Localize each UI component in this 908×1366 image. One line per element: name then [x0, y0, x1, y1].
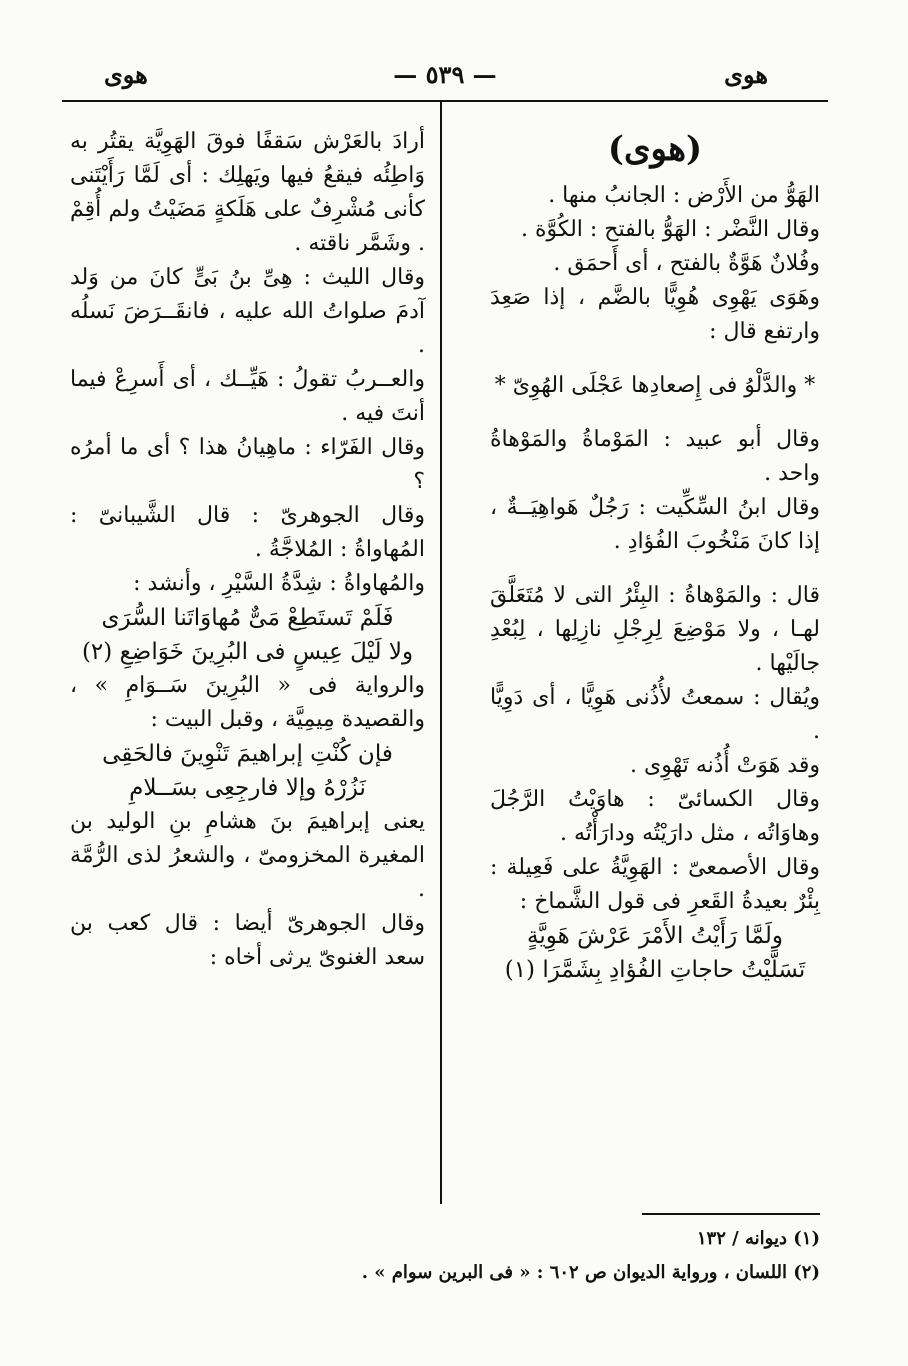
footnote: (٢) اللسان ، ورواية الديوان ص ٦٠٢ : « فى البرين سوام » .	[361, 1262, 820, 1283]
page-number: — ٥٣٩ —	[393, 60, 497, 89]
paragraph: وهَوَى يَهْوِى هُوِيًّا بالضَّم ، إذا صَعِدَ وارتفع قال :	[490, 285, 820, 344]
paragraph: وقال الجوهرىّ : قال الشَّيبانىّ : المُهاواةُ : المُلاجَّةُ .	[70, 503, 425, 562]
paragraph: وقد هَوَتْ أُذُنه تَهْوِى .	[629, 753, 820, 778]
paragraph: وقال الجوهرىّ أيضا : قال كعب بن سعد الغنوىّ يرثى أخاه :	[70, 911, 425, 970]
verse-line: * والدَّلْوُ فى إِصعادِها عَجْلَى الهُوِىّ *	[494, 373, 816, 398]
column-divider	[440, 102, 442, 1204]
paragraph: والمُهاواةُ : شِدَّةُ السَّيْرِ ، وأنشد :	[133, 571, 425, 596]
paragraph: والرواية فى « البُرِينَ سَــوَامِ » ، والقصيدة مِيمِيَّة ، وقبل البيت :	[70, 673, 425, 732]
paragraph: وقال الكسائىّ : هاوَيْتُ الرَّجُلَ وهاوَاتُه ، مثل دارَيْتُه ودارَأْتُه .	[490, 787, 820, 846]
paragraph: وقال الفَرّاء : ماهِيانُ هذا ؟ أى ما أمرُه ؟	[70, 435, 425, 494]
left-column	[70, 125, 425, 975]
paragraph: وقال النَّضْر : الهَوُّ بالفتح : الكُوَّة .	[521, 217, 820, 242]
verse-line: ولا لَيْلَ عِيسٍ فى البُرِينَ خَوَاضِعِ (٢)	[81, 639, 414, 665]
paragraph: الهَوُّ من الأَرْض : الجانبُ منها .	[548, 183, 820, 208]
verse-line: فَلَمْ تَستَطِعْ مَىٌّ مُهاوَاتَنا السُّرَى	[101, 605, 394, 631]
paragraph: وقال الليث : هِىِّ بنُ بَىٍّ كانَ من وَلد آدمَ صلواتُ الله عليه ، فانقَــرَضَ نَسلُه .	[70, 265, 425, 358]
verse-line: ولَمَّا رَأَيْتُ الأَمْرَ عَرْشَ هَوِيَّةٍ	[527, 923, 783, 949]
paragraph: قال : والمَوْهاةُ : البِئْرُ التى لا مُتَعَلَّقَ لهـا ، ولا مَوْضِعَ لِرِجْلِ نازِلِها ، لِبُعْدِ جالَيْها .	[490, 583, 820, 676]
paragraph: ويُقال : سمعتُ لأُذُنى هَوِيًّا ، أى دَوِيًّا .	[490, 685, 820, 744]
paragraph: وقال ابنُ السِّكِّيت : رَجُلٌ هَواهِيَــةٌ ، إذا كانَ مَنْخُوبَ الفُؤادِ .	[490, 495, 820, 554]
running-header	[62, 56, 828, 96]
paragraph: يعنى إبراهيمَ بنَ هشامِ بنِ الوليد بن المغيرة المخزومىّ ، والشعرُ لذى الرُّمَّة .	[70, 809, 425, 902]
verse-line: فإن كُنْتِ إبراهيمَ تَنْوِينَ فالحَقِى	[102, 741, 393, 767]
footnote: (١) ديوانه / ١٣٢	[696, 1228, 820, 1249]
paragraph: أرادَ بالعَرْش سَقفًا فوقَ الهَوِيَّة يقتُر به وَاطِئُه فيقعُ فيها ويَهلِك : أى لَمَّا رَأَيْتَنى كأنى مُشْرِفٌ على هَلَكةٍ مَضَيْتُ ولم أُقِمْ . وشَمَّر ناقته .	[70, 129, 425, 256]
paragraph: والعــربُ تقولُ : هَيِّــك ، أى أَسرِعْ فيما أنتَ فيه .	[70, 367, 425, 426]
entry-title: (هوى)	[607, 129, 703, 169]
paragraph: وقال أبو عبيد : المَوْماةُ والمَوْهاةُ واحد .	[490, 427, 820, 486]
verse-line: نَزُرْهُ وإلا فارجِعِى بسَــلامِ	[129, 775, 366, 801]
header-rule	[62, 100, 828, 102]
paragraph: وفُلانٌ هَوَّةٌ بالفتح ، أى أَحمَق .	[553, 251, 820, 276]
right-column	[490, 125, 820, 987]
header-right-word: هوى	[724, 60, 768, 89]
footnote-rule	[642, 1213, 820, 1215]
paragraph: وقال الأصمعىّ : الهَوِيَّةُ على فَعِيلة : بِئْرٌ بعيدةُ القَعرِ فى قول الشَّماخ :	[490, 855, 820, 914]
footnotes	[300, 1226, 820, 1294]
header-left-word: هوى	[104, 60, 148, 89]
verse-line: تَسَلَّيْتُ حاجاتِ الفُؤادِ بِشَمَّرَا (١)	[504, 957, 806, 983]
